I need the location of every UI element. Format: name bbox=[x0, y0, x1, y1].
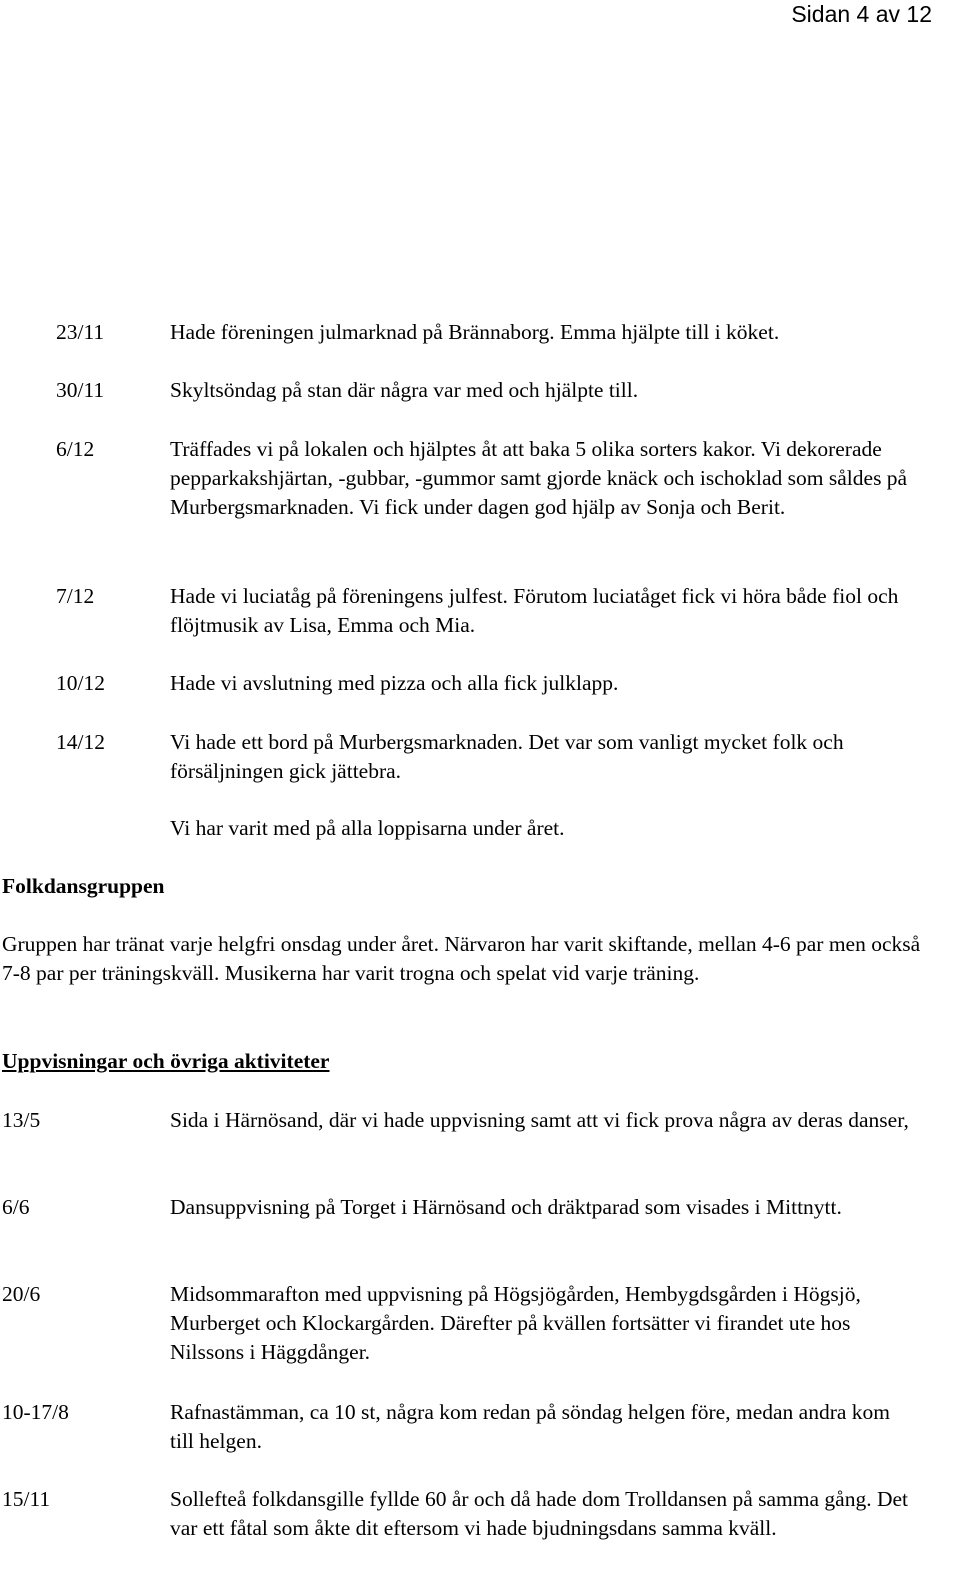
entry-text: Hade vi luciatåg på föreningens julfest. Förutom luciatåget fick vi höra både fiol och flöjtmusik av Lisa, Emma och Mia. bbox=[170, 584, 899, 637]
entry-date: 15/11 bbox=[2, 1487, 51, 1511]
folkdans-paragraph: Gruppen har tränat varje helgfri onsdag under året. Närvaron har varit skiftande, mellan 4-6 par men också 7-8 par per träningskväll. Musikerna har varit trogna och spelat vid varje träning. bbox=[2, 932, 921, 985]
entry-date: 10-17/8 bbox=[2, 1400, 69, 1424]
entry-date: 6/12 bbox=[56, 437, 95, 461]
entry-date: 7/12 bbox=[56, 584, 95, 608]
entry-date: 10/12 bbox=[56, 671, 105, 695]
page-number: Sidan 4 av 12 bbox=[791, 1, 932, 27]
entry-text: Sollefteå folkdansgille fyllde 60 år och då hade dom Trolldansen på samma gång. Det var ett fåtal som åkte dit eftersom vi hade bjudningsdans samma kväll. bbox=[170, 1487, 908, 1540]
entry-text: Skyltsöndag på stan där några var med och hjälpte till. bbox=[170, 378, 639, 402]
entry-text: Vi har varit med på alla loppisarna under året. bbox=[170, 816, 565, 840]
entry-date: 14/12 bbox=[56, 730, 105, 754]
entry-date: 13/5 bbox=[2, 1108, 41, 1132]
entry-date: 30/11 bbox=[56, 378, 105, 402]
entry-text: Träffades vi på lokalen och hjälptes åt att baka 5 olika sorters kakor. Vi dekorerade pepparkakshjärtan, -gubbar, -gummor samt gjorde knäck och ischoklad som såldes på Murbergsmarknaden. Vi fick under dagen god hjälp av Sonja och Berit. bbox=[170, 437, 908, 519]
section-heading-folkdansgruppen: Folkdansgruppen bbox=[2, 874, 165, 898]
entry-text: Hade vi avslutning med pizza och alla fick julklapp. bbox=[170, 671, 619, 695]
entry-date: 23/11 bbox=[56, 320, 105, 344]
entry-text: Midsommarafton med uppvisning på Högsjögården, Hembygdsgården i Högsjö, Murberget och Klockargården. Därefter på kvällen fortsätter vi firandet ute hos Nilssons i Häggdånger. bbox=[170, 1282, 861, 1364]
entry-date: 20/6 bbox=[2, 1282, 41, 1306]
section-heading-uppvisningar: Uppvisningar och övriga aktiviteter bbox=[2, 1049, 330, 1073]
entry-text: Vi hade ett bord på Murbergsmarknaden. Det var som vanligt mycket folk och försäljningen gick jättebra. bbox=[170, 730, 844, 783]
entry-text: Sida i Härnösand, där vi hade uppvisning samt att vi fick prova några av deras danser, bbox=[170, 1108, 909, 1132]
entry-text: Dansuppvisning på Torget i Härnösand och dräktparad som visades i Mittnytt. bbox=[170, 1195, 842, 1219]
entry-text: Hade föreningen julmarknad på Brännaborg. Emma hjälpte till i köket. bbox=[170, 320, 780, 344]
entry-date: 6/6 bbox=[2, 1195, 30, 1219]
entry-text: Rafnastämman, ca 10 st, några kom redan på söndag helgen före, medan andra kom till helgen. bbox=[170, 1400, 890, 1453]
